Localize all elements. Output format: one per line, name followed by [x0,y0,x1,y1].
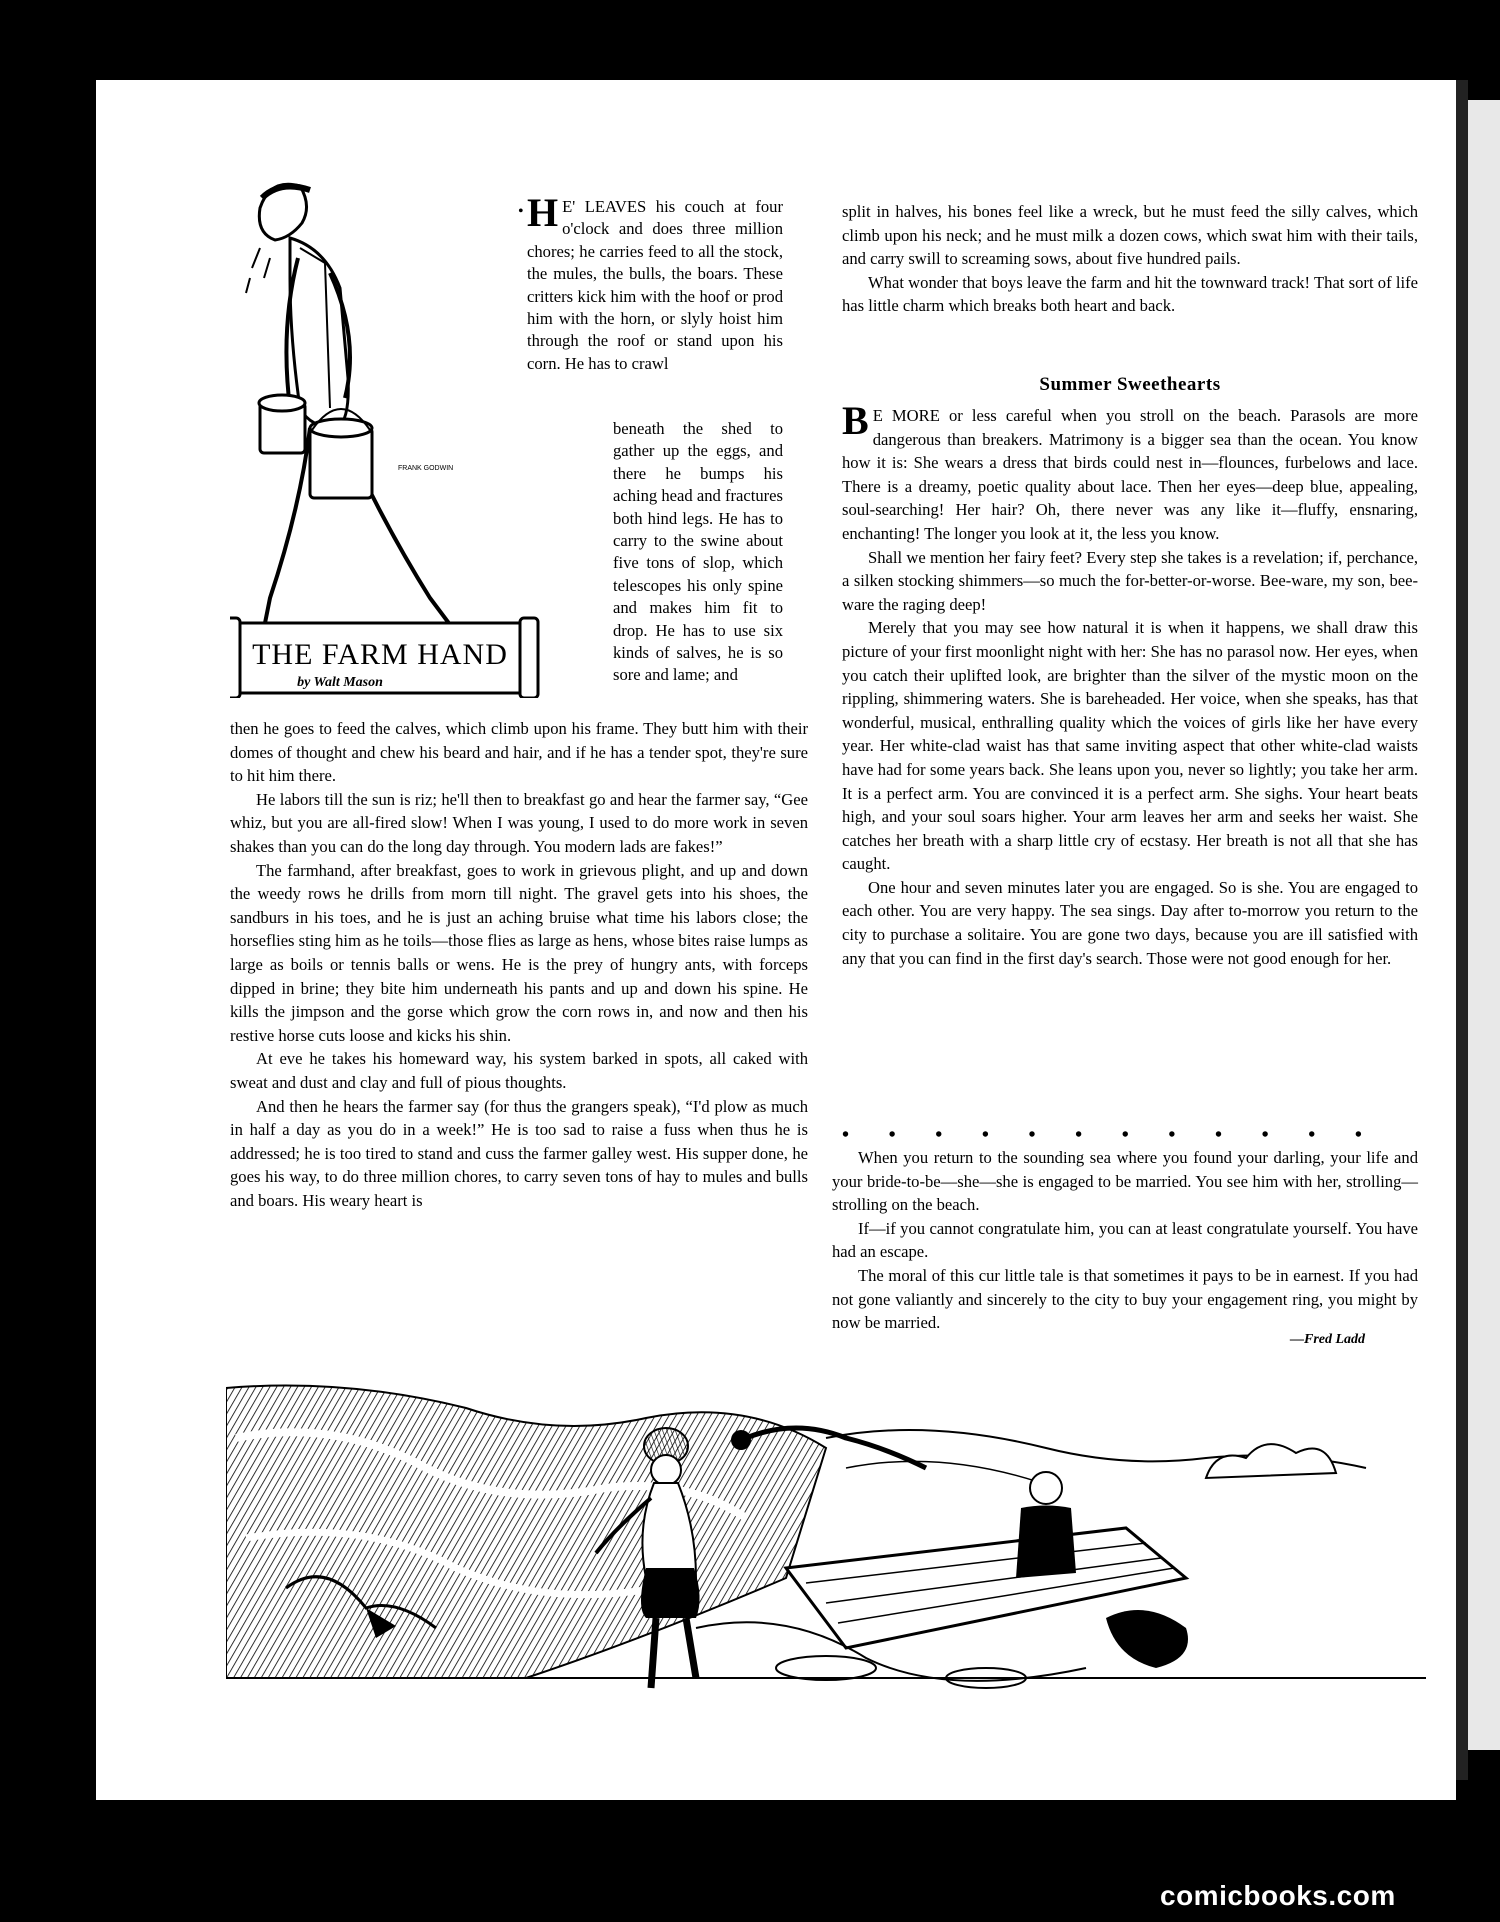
paragraph: He labors till the sun is riz; he'll then to breakfast go and hear the farmer say, “Gee whiz, but you are all-fired slow! When I was young, I used to do more work in seven shakes than you can do the long day through. You modern lads are fakes!” [230,789,808,856]
next-page-edge [1468,100,1500,1750]
section-divider-dots [842,1124,1362,1147]
author-signature: —Fred Ladd [1290,1332,1366,1347]
divider-dot: • [935,1124,943,1146]
divider-dot: • [1354,1124,1362,1146]
divider-dot: • [1261,1124,1269,1146]
summer-sweethearts-ending [832,1146,1418,1335]
divider-dot: • [1168,1124,1176,1146]
watermark: comicbooks.com [1160,1880,1396,1911]
paragraph: split in halves, his bones feel like a wreck, but he must feed the silly calves, which climb upon his neck; and he must milk a dozen cows, which swat him with their tails, and carry swill to screaming sows, about five hundred pails. [842,202,1418,269]
divider-dot: • [1308,1124,1316,1146]
paragraph: What wonder that boys leave the farm and hit the townward track! That sort of life has little charm which breaks both heart and back. [842,272,1418,316]
farm-hand-intro-continued: beneath the shed to gather up the eggs, and there he bumps his aching head and fractures both hind legs. He has to carry to the swine about five tons of slop, which telescopes his only spine and makes him fit to drop. He has to use six kinds of salves, he is so sore and lame; and [613,419,783,685]
summer-sweethearts-title: Summer Sweethearts [1039,374,1221,395]
dropcap-h: H [527,190,559,235]
divider-dot: • [1075,1124,1083,1146]
paragraph: At eve he takes his homeward way, his system barked in spots, all caked with sweat and dust and clay and full of pious thoughts. [230,1049,808,1092]
divider-dot: • [1121,1124,1129,1146]
paragraph: And then he hears the farmer say (for thus the grangers speak), “I'd plow as much in half a day as you do in a week!” He is too sad to raise a fuss when thus he is addressed; he is too tired to stand and cuss the farmer galley west. His supper done, he goes his way, to do three million chores, to carry seven tons of hay to mules and bulls and boars. His weary heart is [230,1096,808,1210]
paragraph: then he goes to feed the calves, which climb upon his frame. They butt him with their domes of thought and chew his beard and hair, and if he has a tender spot, they're sure to hit him there. [230,719,808,786]
farm-hand-byline: by Walt Mason [297,675,383,690]
farm-hand-body [230,717,808,1212]
dropcap-b: B [842,398,869,443]
farm-hand-intro-text: E' LEAVES his couch at four o'clock and does three million chores; he carries feed to all the stock, the mules, the bulls, the boars. These critters kick him with the hoof or prod him with the horn, or slyly hoist him through the roof or stand upon his corn. He has to crawl [527,197,783,373]
paragraph: The farmhand, after breakfast, goes to work in grievous plight, and up and down the weedy rows he drills from morn till night. The gravel gets into his shoes, the sandburs in his toes, and he is just an aching bruise what time his labors close; the horseflies sting him as he toils—those flies as large as hens, whose bites raise lumps as large as boils or tennis balls or wens. He is the prey of hungry ants, with forceps dipped in brine; they bite him underneath his pants and up and down his spine. He kills the jimpson and the gorse which grow the corn rows in, and now and then his restive horse cuts loose and kicks his shin. [230,860,808,1045]
divider-dot: • [1215,1124,1223,1146]
paragraph: Shall we mention her fairy feet? Every step she takes is a revelation; if, perchance, a silken stocking shimmers—so much the for-better-or-worse. Bee-ware, my son, bee-ware the raging deep! [842,547,1418,614]
farm-hand-continued [842,200,1418,318]
farm-hand-title: THE FARM HAND [252,638,508,671]
paragraph: One hour and seven minutes later you are engaged. So is she. You are engaged to each other. You are very happy. The sea sings. Day after to-morrow you return to the city to purchase a solitaire. You are gone two days, because you are ill satisfied with any that you can find in the first day's search. Those were not good enough for her. [842,877,1418,968]
divider-dot: • [1028,1124,1036,1146]
divider-dot: • [981,1124,989,1146]
paragraph: When you return to the sounding sea where you found your darling, your life and your bride-to-be—she—she is engaged to be married. You see him with her, strolling—strolling on the beach. [832,1148,1418,1215]
paragraph: If—if you cannot congratulate him, you can at least congratulate yourself. You have had an escape. [832,1218,1418,1262]
paragraph: The moral of this cur little tale is that sometimes it pays to be in earnest. If you had not gone valiantly and sincerely to the city to buy your engagement ring, you might by now be married. [832,1265,1418,1333]
divider-dot: • [842,1124,850,1146]
divider-dot: • [888,1124,896,1146]
paragraph-text: E MORE or less careful when you stroll on the beach. Parasols are more dangerous than breakers. Matrimony is a bigger sea than the ocean. You know how it is: She wears a dress that birds could nest in—flounces, furbelows and lace. There is a dreamy, poetic quality about lace. Then her eyes—deep blue, appealing, soul-searching! Her hair? Oh, there never was any like it—fluffy, ensnaring, enchanting! The longer you look at it, the less you know. [842,406,1418,543]
farm-hand-intro [527,190,783,375]
artist-signature: FRANK GODWIN [398,465,454,472]
beach-illustration [226,1378,1426,1700]
paragraph: Merely that you may see how natural it is when it happens, we shall draw this picture of your first moonlight night with her: She has no parasol now. Her eyes, when you catch their uplifted look, are brighter than the silver of the mystic moon on the rippling, shimmering waters. She is bareheaded. Her voice, when she speaks, has that wonderful, musical, enthralling quality which the voices of girls like her have every year. Her white-clad waist has that same inviting aspect that other white-clad waists have had for some years back. She leans upon you, never so lightly; you take her arm. It is a perfect arm. You are convinced it is a perfect arm. She sighs. Your heart beats high, and your soul soars higher. Your arm leaves her arm and seeks her waist. She catches her breath with a sharp little cry of ecstasy. Her breath is not all that she has caught. [842,618,1418,874]
intro-bullet: • [518,203,524,220]
page-gutter [1456,80,1468,1780]
summer-sweethearts-body [842,398,1418,970]
paragraph [842,398,1418,546]
